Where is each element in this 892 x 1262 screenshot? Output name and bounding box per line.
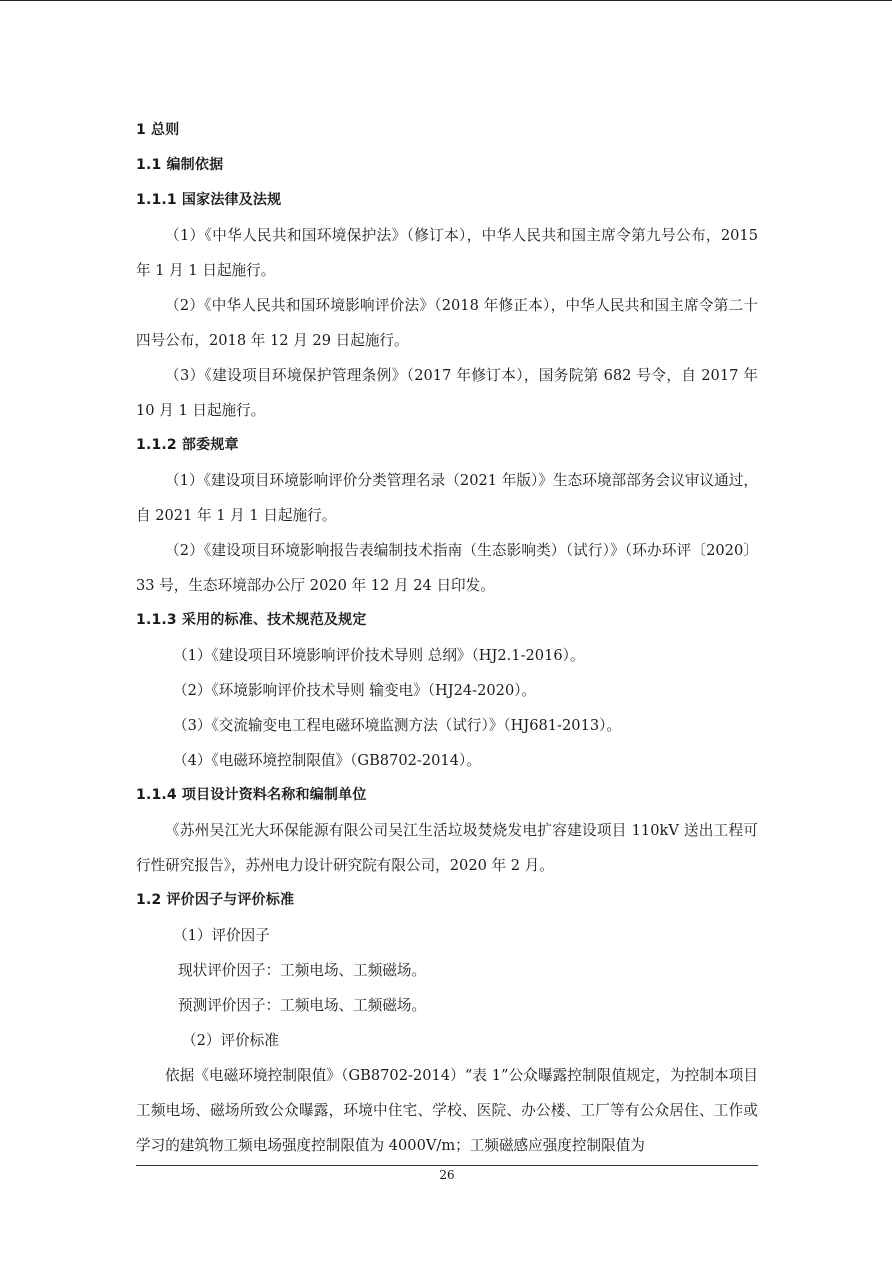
regulation-item: （1）《建设项目环境影响评价分类管理名录（2021 年版）》生态环境部部务会议审议通过，自 2021 年 1 月 1 日起施行。: [136, 472, 758, 524]
heading-1-2: 1.2 评价因子与评价标准: [136, 892, 295, 908]
regulation-item: （2）《建设项目环境影响报告表编制技术指南（生态影响类）（试行）》（环办环评〔2020〕33 号，生态环境部办公厅 2020 年 12 月 24 日印发。: [136, 542, 758, 594]
evaluation-factor-title: （1）评价因子: [173, 927, 270, 944]
law-item: （1）《中华人民共和国环境保护法》（修订本），中华人民共和国主席令第九号公布，2015 年 1 月 1 日起施行。: [136, 227, 758, 279]
heading-1-1-3: 1.1.3 采用的标准、技术规范及规定: [136, 612, 367, 628]
law-item: （3）《建设项目环境保护管理条例》（2017 年修订本），国务院第 682 号令，自 2017 年 10 月 1 日起施行。: [136, 367, 758, 419]
document-body: [136, 113, 758, 1163]
law-item: （2）《中华人民共和国环境影响评价法》（2018 年修正本），中华人民共和国主席令第二十四号公布，2018 年 12 月 29 日起施行。: [136, 297, 758, 349]
evaluation-standard-paragraph: 依据《电磁环境控制限值》（GB8702-2014）“表 1”公众曝露控制限值规定，为控制本项目工频电场、磁场所致公众曝露，环境中住宅、学校、医院、办公楼、工厂等有公众居住、工作或学习的建筑物工频电场强度控制限值为 4000V/m；工频磁感应强度控制限值为: [136, 1067, 758, 1154]
heading-1-1-2: 1.1.2 部委规章: [136, 437, 239, 453]
design-document-paragraph: 《苏州吴江光大环保能源有限公司吴江生活垃圾焚烧发电扩容建设项目 110kV 送出工程可行性研究报告》，苏州电力设计研究院有限公司，2020 年 2 月。: [136, 822, 758, 874]
standard-item: （1）《建设项目环境影响评价技术导则 总纲》（HJ2.1-2016）。: [173, 647, 585, 664]
heading-1-1-4: 1.1.4 项目设计资料名称和编制单位: [136, 787, 367, 803]
standard-item: （4）《电磁环境控制限值》（GB8702-2014）。: [173, 752, 481, 769]
heading-1-1-1: 1.1.1 国家法律及法规: [136, 192, 282, 208]
standard-item: （2）《环境影响评价技术导则 输变电》（HJ24-2020）。: [173, 682, 537, 699]
standard-item: （3）《交流输变电工程电磁环境监测方法（试行）》（HJ681-2013）。: [173, 717, 622, 734]
current-evaluation-factor: 现状评价因子：工频电场、工频磁场。: [178, 962, 427, 979]
evaluation-standard-title: （2）评价标准: [182, 1032, 279, 1049]
heading-1-1: 1.1 编制依据: [136, 157, 224, 173]
header-rule: [0, 0, 892, 1]
predicted-evaluation-factor: 预测评价因子：工频电场、工频磁场。: [178, 997, 427, 1014]
heading-1: 1 总则: [136, 122, 180, 138]
page-number: 26: [439, 1168, 455, 1182]
footer-rule: [136, 1165, 758, 1166]
